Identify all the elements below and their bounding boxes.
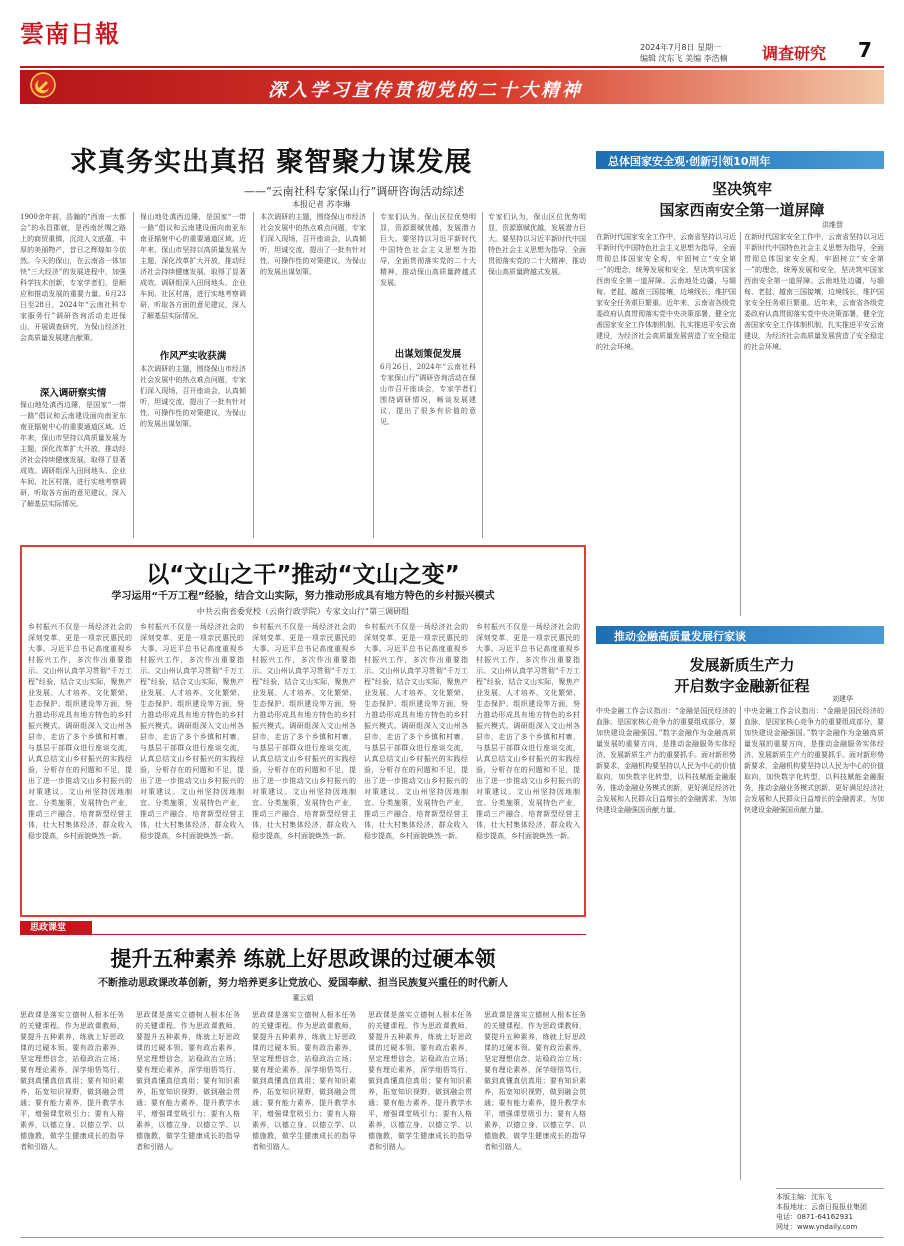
article-column-4b: 6月26日，2024年“云南社科专家保山行”调研咨询活动在保山市召开座谈会，专家学者们围绕调研情况，畅谈发展建议，提出了很多有价值的意见。 xyxy=(380,363,476,426)
right-top-column-1: 在新时代国家安全工作中，云南省坚持以习近平新时代中国特色社会主义思想为指导，全面贯彻总体国家安全观，牢固树立“安全第一”的理念，统筹发展和安全，坚决筑牢国家西南安全第一道屏障。云南地处边疆，与缅甸、老挝、越南三国接壤，边境线长，维护国家安全任务艰巨繁重。近年来，云南省各级党委政府认真贯彻落实党中央决策部署，健全完善国家安全工作体制机制，扎实推进平安云南建设，为经济社会高质量发展营造了安全稳定的社会环境。 xyxy=(596,233,736,351)
column-divider xyxy=(253,212,254,538)
highlight-column-4: 乡村振兴不仅是一场经济社会的深刻变革，更是一项亲民惠民的大事。习近平总书记高度重视乡村振兴工作，多次作出重要指示。文山州认真学习贯彻“千万工程”经验，结合文山实际，聚焦产业发展、人才培养、文化繁荣、生态保护、组织建设等方面，努力推动形成具有地方特色的乡村振兴模式。调研组深入文山州各县市，走访了多个乡镇和村寨，与基层干部群众进行座谈交流，认真总结文山乡村振兴的实践经验，分析存在的问题和不足，提出了进一步推动文山乡村振兴的对策建议。文山州坚持因地制宜、分类施策，发展特色产业，推动三产融合，培育新型经营主体，壮大村集体经济，群众收入稳步提高，乡村面貌焕然一新。 xyxy=(364,623,468,840)
article-column-1a: 1900余年前，浩瀚的“西南一大都会”的永昌郡就，是西南丝绸之路上的商贸重镇，沉淀人文底蕴，丰厚的美丽物产，昔日之辉煌如今依然。今天的保山，在云南省一体加快“三大经济”的发展进程中，加强科学技术创新，专家学者们，是顺应和推动发展的重要力量。6月23日至28日，2024年“云南社科专家服务行”调研咨询活动走进保山，开展调查研究，为保山经济社会高质量发展建言献策。 xyxy=(20,213,126,342)
party-emblem-svg xyxy=(30,72,56,98)
column-tag: 思政课堂 xyxy=(30,923,67,933)
article-column-2b: 本次调研的主题，围绕保山市经济社会发展中的热点难点问题，专家们深入现场，召开座谈会，认真倾听，坦诚交流，提出了一批有针对性、可操作性的对策建议，为保山的发展出谋划策。 xyxy=(140,365,246,428)
highlight-subtitle: 学习运用“千万工程”经验，结合文山实际，努力推动形成具有地方特色的乡村振兴模式 xyxy=(111,591,495,602)
bottom-article-subtitle: 不断推动思政课改革创新，努力培养更多让党放心、爱国奉献、担当民族复兴重任的时代新人 xyxy=(98,978,508,989)
article-column-2a: 保山地处滇西边陲，是国家“一带一路”倡议和云南建设面向南亚东南亚辐射中心的重要通道区域。近年来，保山市坚持以高质量发展为主题，深化改革扩大开放，推动经济社会持续健康发展，取得了显著成效。调研组深入田间地头、企业车间、社区村落，进行实地考察调研，听取各方面的意见建议，深入了解基层实际情况。 xyxy=(140,213,246,320)
editor-line: 编辑 沈东飞 美编 李浩楠 xyxy=(640,54,728,63)
right-bottom-column-2: 中央金融工作会议指出：“金融是国民经济的血脉，是国家核心竞争力的重要组成部分，要加快建设金融强国。”数字金融作为金融高质量发展的重要方向，是推动金融服务实体经济、发展新质生产力的重要抓手。面对新形势新要求，金融机构要坚持以人民为中心的价值取向，加快数字化转型，以科技赋能金融服务，推动金融业务模式创新，更好满足经济社会发展和人民群众日益增长的金融需求，为加快建设金融强国贡献力量。 xyxy=(744,707,884,814)
column-divider xyxy=(482,212,483,538)
right-bottom-header: 推动金融高质量发展行家谈 xyxy=(614,630,746,643)
footer-rule xyxy=(776,1188,884,1189)
right-top-header: 总体国家安全观·创新引领10周年 xyxy=(608,155,771,168)
section-title: 调查研究 xyxy=(762,44,827,63)
highlight-column-2: 乡村振兴不仅是一场经济社会的深刻变革，更是一项亲民惠民的大事。习近平总书记高度重视乡村振兴工作，多次作出重要指示。文山州认真学习贯彻“千万工程”经验，结合文山实际，聚焦产业发展、人才培养、文化繁荣、生态保护、组织建设等方面，努力推动形成具有地方特色的乡村振兴模式。调研组深入文山州各县市，走访了多个乡镇和村寨，与基层干部群众进行座谈交流，认真总结文山乡村振兴的实践经验，分析存在的问题和不足，提出了进一步推动文山乡村振兴的对策建议。文山州坚持因地制宜、分类施策，发展特色产业，推动三产融合，培育新型经营主体，壮大村集体经济，群众收入稳步提高，乡村面貌焕然一新。 xyxy=(140,623,244,840)
right-top-title-line2: 国家西南安全第一道屏障 xyxy=(659,201,825,219)
highlight-column-3: 乡村振兴不仅是一场经济社会的深刻变革，更是一项亲民惠民的大事。习近平总书记高度重视乡村振兴工作，多次作出重要指示。文山州认真学习贯彻“千万工程”经验，结合文山实际，聚焦产业发展、人才培养、文化繁荣、生态保护、组织建设等方面，努力推动形成具有地方特色的乡村振兴模式。调研组深入文山州各县市，走访了多个乡镇和村寨，与基层干部群众进行座谈交流，认真总结文山乡村振兴的实践经验，分析存在的问题和不足，提出了进一步推动文山乡村振兴的对策建议。文山州坚持因地制宜、分类施策，发展特色产业，推动三产融合，培育新型经营主体，壮大村集体经济，群众收入稳步提高，乡村面貌焕然一新。 xyxy=(252,623,356,840)
footer-address: 本报地址：云南日报报业集团 xyxy=(776,1203,867,1211)
footer-info xyxy=(776,1192,884,1232)
article-byline: 本报记者 苏李琳 xyxy=(292,200,351,209)
article-subhead-1: 深入调研察实情 xyxy=(39,388,107,399)
column-divider xyxy=(373,212,374,538)
article-column-4a: 专家们认为，保山区位优势明显，资源禀赋优越，发展潜力巨大。要坚持以习近平新时代中国特色社会主义思想为指导，全面贯彻落实党的二十大精神，推动保山高质量跨越式发展。 xyxy=(380,213,476,287)
article-column-1b: 保山地处滇西边陲，是国家“一带一路”倡议和云南建设面向南亚东南亚辐射中心的重要通道区域。近年来，保山市坚持以高质量发展为主题，深化改革扩大开放，推动经济社会持续健康发展，取得了显著成效。调研组深入田间地头、企业车间、社区村落，进行实地考察调研，听取各方面的意见建议，深入了解基层实际情况。 xyxy=(20,401,126,508)
highlight-title: 以“文山之干”推动“文山之变” xyxy=(146,562,460,588)
article-column-5: 专家们认为，保山区位优势明显，资源禀赋优越，发展潜力巨大。要坚持以习近平新时代中国特色社会主义思想为指导，全面贯彻落实党的二十大精神，推动保山高质量跨越式发展。 xyxy=(488,213,586,276)
highlight-byline: 中共云南省委党校（云南行政学院）专家文山行“第三调研组 xyxy=(196,607,410,616)
right-bottom-title-line2: 开启数字金融新征程 xyxy=(674,677,810,695)
footer-editor: 本版主编：沈东飞 xyxy=(776,1193,832,1201)
article-subhead-2: 作风严实收获满 xyxy=(159,351,227,362)
page-number: 7 xyxy=(858,38,872,62)
bottom-column-5: 思政课是落实立德树人根本任务的关键课程。作为思政课教师，要提升五种素养，练就上好思政课的过硬本领。要有政治素养，坚定理想信念，站稳政治立场；要有理论素养，深学细悟笃行，做到真懂真信真用；要有知识素养，拓宽知识视野，做到融会贯通；要有能力素养，提升教学水平，增强课堂吸引力；要有人格素养，以德立身、以德立学、以德施教，做学生健康成长的指导者和引路人。 xyxy=(484,1011,586,1151)
right-bottom-author: 刘建华 xyxy=(832,695,853,703)
article-subtitle: ——“云南社科专家保山行”调研咨询活动综述 xyxy=(244,185,465,198)
bottom-article-byline: 董云娟 xyxy=(292,994,314,1002)
newspaper-logo: 雲南日報 xyxy=(20,19,120,48)
right-top-column-2: 在新时代国家安全工作中，云南省坚持以习近平新时代中国特色社会主义思想为指导，全面贯彻总体国家安全观，牢固树立“安全第一”的理念，统筹发展和安全，坚决筑牢国家西南安全第一道屏障。云南地处边疆，与缅甸、老挝、越南三国接壤，边境线长，维护国家安全任务艰巨繁重。近年来，云南省各级党委政府认真贯彻落实党中央决策部署，健全完善国家安全工作体制机制，扎实推进平安云南建设，为经济社会高质量发展营造了安全稳定的社会环境。 xyxy=(744,233,884,351)
masthead-rule xyxy=(20,66,884,68)
highlight-column-1: 乡村振兴不仅是一场经济社会的深刻变革，更是一项亲民惠民的大事。习近平总书记高度重视乡村振兴工作，多次作出重要指示。文山州认真学习贯彻“千万工程”经验，结合文山实际，聚焦产业发展、人才培养、文化繁荣、生态保护、组织建设等方面，努力推动形成具有地方特色的乡村振兴模式。调研组深入文山州各县市，走访了多个乡镇和村寨，与基层干部群众进行座谈交流，认真总结文山乡村振兴的实践经验，分析存在的问题和不足，提出了进一步推动文山乡村振兴的对策建议。文山州坚持因地制宜、分类施策，发展特色产业，推动三产融合，培育新型经营主体，壮大村集体经济，群众收入稳步提高，乡村面貌焕然一新。 xyxy=(28,623,132,840)
party-emblem-icon xyxy=(28,72,58,102)
footer-website: 网址：www.yndaily.com xyxy=(776,1223,858,1231)
article-title: 求真务实出真招 聚智聚力谋发展 xyxy=(70,147,473,178)
column-divider xyxy=(133,212,134,538)
banner-text: 深入学习宣传贯彻党的二十大精神 xyxy=(268,80,583,101)
article-column-3: 本次调研的主题，围绕保山市经济社会发展中的热点难点问题，专家们深入现场，召开座谈会，认真倾听，坦诚交流，提出了一批有针对性、可操作性的对策建议，为保山的发展出谋划策。 xyxy=(260,213,366,276)
bottom-column-3: 思政课是落实立德树人根本任务的关键课程。作为思政课教师，要提升五种素养，练就上好思政课的过硬本领。要有政治素养，坚定理想信念，站稳政治立场；要有理论素养，深学细悟笃行，做到真懂真信真用；要有知识素养，拓宽知识视野，做到融会贯通；要有能力素养，提升教学水平，增强课堂吸引力；要有人格素养，以德立身、以德立学、以德施教，做学生健康成长的指导者和引路人。 xyxy=(252,1011,356,1151)
page-bottom-rule xyxy=(20,1237,884,1238)
highlight-column-5: 乡村振兴不仅是一场经济社会的深刻变革，更是一项亲民惠民的大事。习近平总书记高度重视乡村振兴工作，多次作出重要指示。文山州认真学习贯彻“千万工程”经验，结合文山实际，聚焦产业发展、人才培养、文化繁荣、生态保护、组织建设等方面，努力推动形成具有地方特色的乡村振兴模式。调研组深入文山州各县市，走访了多个乡镇和村寨，与基层干部群众进行座谈交流，认真总结文山乡村振兴的实践经验，分析存在的问题和不足，提出了进一步推动文山乡村振兴的对策建议。文山州坚持因地制宜、分类施策，发展特色产业，推动三产融合，培育新型经营主体，壮大村集体经济，群众收入稳步提高，乡村面貌焕然一新。 xyxy=(476,623,580,840)
issue-date xyxy=(640,42,728,64)
right-bottom-title-line1: 发展新质生产力 xyxy=(689,656,795,674)
bottom-column-2: 思政课是落实立德树人根本任务的关键课程。作为思政课教师，要提升五种素养，练就上好思政课的过硬本领。要有政治素养，坚定理想信念，站稳政治立场；要有理论素养，深学细悟笃行，做到真懂真信真用；要有知识素养，拓宽知识视野，做到融会贯通；要有能力素养，提升教学水平，增强课堂吸引力；要有人格素养，以德立身、以德立学、以德施教，做学生健康成长的指导者和引路人。 xyxy=(136,1011,240,1151)
bottom-column-4: 思政课是落实立德树人根本任务的关键课程。作为思政课教师，要提升五种素养，练就上好思政课的过硬本领。要有政治素养，坚定理想信念，站稳政治立场；要有理论素养，深学细悟笃行，做到真懂真信真用；要有知识素养，拓宽知识视野，做到融会贯通；要有能力素养，提升教学水平，增强课堂吸引力；要有人格素养，以德立身、以德立学、以德施教，做学生健康成长的指导者和引路人。 xyxy=(368,1011,472,1151)
column-divider xyxy=(740,232,741,616)
issue-date-line: 2024年7月8日 星期一 xyxy=(640,43,722,52)
bottom-column-1: 思政课是落实立德树人根本任务的关键课程。作为思政课教师，要提升五种素养，练就上好思政课的过硬本领。要有政治素养，坚定理想信念，站稳政治立场；要有理论素养，深学细悟笃行，做到真懂真信真用；要有知识素养，拓宽知识视野，做到融会贯通；要有能力素养，提升教学水平，增强课堂吸引力；要有人格素养，以德立身、以德立学、以德施教，做学生健康成长的指导者和引路人。 xyxy=(20,1011,124,1151)
article-subhead-3: 出谋划策促发展 xyxy=(394,349,462,360)
right-top-title-line1: 坚决筑牢 xyxy=(711,180,772,198)
column-tag-rule xyxy=(92,934,586,935)
bottom-article-title: 提升五种素养 练就上好思政课的过硬本领 xyxy=(110,947,496,971)
footer-phone: 电话：0871-64162931 xyxy=(776,1213,853,1221)
right-top-author: 洪维智 xyxy=(822,221,843,229)
column-divider xyxy=(740,706,741,1180)
right-bottom-column-1: 中央金融工作会议指出：“金融是国民经济的血脉，是国家核心竞争力的重要组成部分，要加快建设金融强国。”数字金融作为金融高质量发展的重要方向，是推动金融服务实体经济、发展新质生产力的重要抓手。面对新形势新要求，金融机构要坚持以人民为中心的价值取向，加快数字化转型，以科技赋能金融服务，推动金融业务模式创新，更好满足经济社会发展和人民群众日益增长的金融需求，为加快建设金融强国贡献力量。 xyxy=(596,707,736,814)
